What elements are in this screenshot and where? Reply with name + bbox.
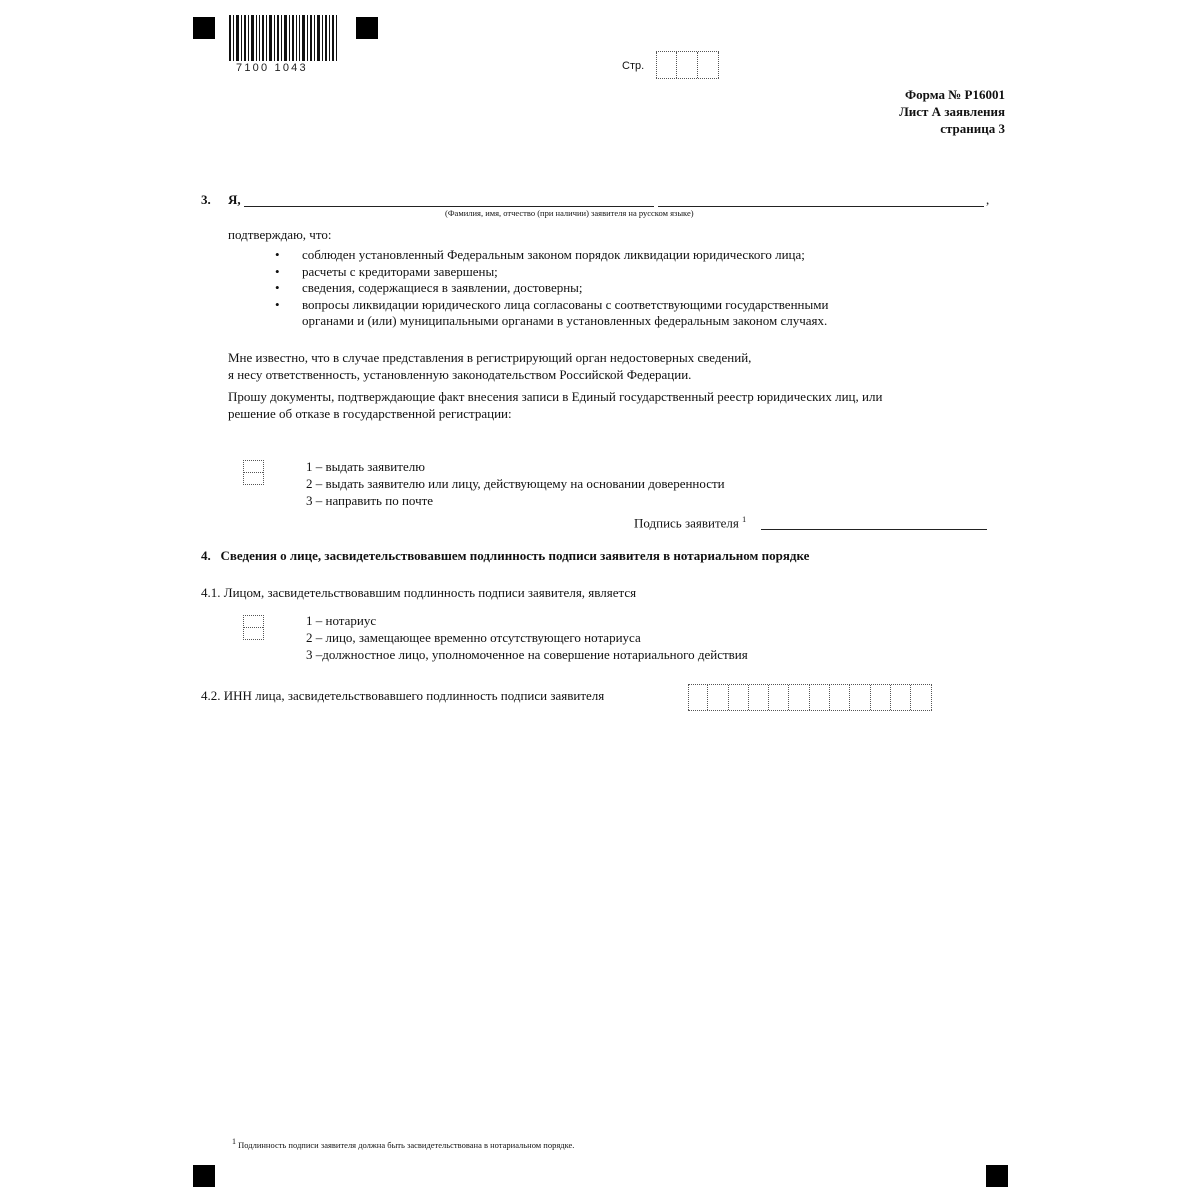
barcode [229, 15, 339, 61]
name-line-comma: , [986, 192, 990, 207]
inn-cell[interactable] [830, 685, 850, 710]
applicant-name-line[interactable] [244, 206, 654, 207]
inn-cell[interactable] [729, 685, 749, 710]
question-4-2: 4.2. ИНН лица, засвидетельствовавшего подлинность подписи заявителя [201, 688, 605, 703]
delivery-option-3: 3 – направить по почте [306, 493, 434, 508]
section-4-title: 4. Сведения о лице, засвидетельствовавшем подлинность подписи заявителя в нотариальном порядке [201, 548, 810, 563]
inn-cell[interactable] [769, 685, 789, 710]
form-title: Форма № Р16001 [905, 87, 1005, 102]
page-number-label: Стр. [622, 60, 645, 72]
page-label: страница 3 [940, 121, 1005, 136]
delivery-option-2: 2 – выдать заявителю или лицу, действующему на основании доверенности [306, 476, 725, 491]
page-number-cells[interactable] [656, 51, 719, 79]
corner-marker-bottom-right [986, 1165, 1008, 1187]
delivery-option-1: 1 – выдать заявителю [306, 459, 425, 474]
delivery-method-checkbox[interactable] [243, 460, 264, 485]
section-3-ya: Я, [228, 192, 241, 207]
list-item-continuation: органами и (или) муниципальными органами в установленных федеральным законом случаях. [302, 313, 828, 328]
sheet-label: Лист А заявления [899, 104, 1005, 119]
barcode-number: 7100 1043 [236, 62, 308, 74]
certifier-type-checkbox[interactable] [243, 615, 264, 640]
inn-cell[interactable] [911, 685, 931, 710]
list-item: • соблюден установленный Федеральным законом порядок ликвидации юридического лица; [275, 247, 805, 262]
request-line-2: решение об отказе в государственной регистрации: [228, 406, 512, 421]
inn-cell[interactable] [871, 685, 891, 710]
awareness-line-2: я несу ответственность, установленную законодательством Российской Федерации. [228, 367, 692, 382]
question-4-1: 4.1. Лицом, засвидетельствовавшим подлинность подписи заявителя, является [201, 585, 637, 600]
page-number-cell[interactable] [656, 52, 677, 78]
inn-cell[interactable] [749, 685, 769, 710]
footnote-text: Подлинность подписи заявителя должна быть засвидетельствована в нотариальном порядке. [238, 1139, 575, 1150]
awareness-line-1: Мне известно, что в случае представления в регистрирующий орган недостоверных сведений, [228, 350, 752, 365]
inn-cell[interactable] [708, 685, 728, 710]
section-3-number: 3. [201, 192, 211, 207]
corner-marker-top-left [193, 17, 215, 39]
form-heading [899, 86, 1005, 137]
certifier-option-1: 1 – нотариус [306, 613, 377, 628]
signature-line[interactable] [761, 529, 987, 530]
page-number-cell[interactable] [677, 52, 698, 78]
footnote-mark: 1 [232, 1137, 236, 1146]
footnote [232, 1137, 574, 1150]
inn-cell[interactable] [891, 685, 911, 710]
applicant-name-caption: (Фамилия, имя, отчество (при наличии) заявителя на русском языке) [445, 208, 694, 218]
corner-marker-bottom-left [193, 1165, 215, 1187]
confirmation-list [275, 247, 915, 330]
signature-footnote-mark: 1 [742, 515, 747, 524]
page-number-cell[interactable] [698, 52, 719, 78]
inn-cell[interactable] [810, 685, 830, 710]
corner-marker-top-right [356, 17, 378, 39]
request-line-1: Прошу документы, подтверждающие факт внесения записи в Единый государственный реестр юридических лиц, или [228, 389, 883, 404]
certifier-option-2: 2 – лицо, замещающее временно отсутствующего нотариуса [306, 630, 641, 645]
confirm-text: подтверждаю, что: [228, 227, 332, 242]
inn-cell[interactable] [850, 685, 870, 710]
inn-cell[interactable] [789, 685, 809, 710]
list-item: • сведения, содержащиеся в заявлении, достоверны; [275, 280, 583, 295]
list-item: • вопросы ликвидации юридического лица согласованы с соответствующими государственными [275, 296, 829, 312]
applicant-name-line-2[interactable] [658, 206, 984, 207]
list-item: • расчеты с кредиторами завершены; [275, 263, 498, 279]
inn-cell[interactable] [688, 685, 708, 710]
certifier-option-3: 3 –должностное лицо, уполномоченное на совершение нотариального действия [306, 647, 748, 662]
inn-input-cells[interactable] [688, 684, 932, 711]
signature-label: Подпись заявителя $^1$ [634, 515, 747, 531]
